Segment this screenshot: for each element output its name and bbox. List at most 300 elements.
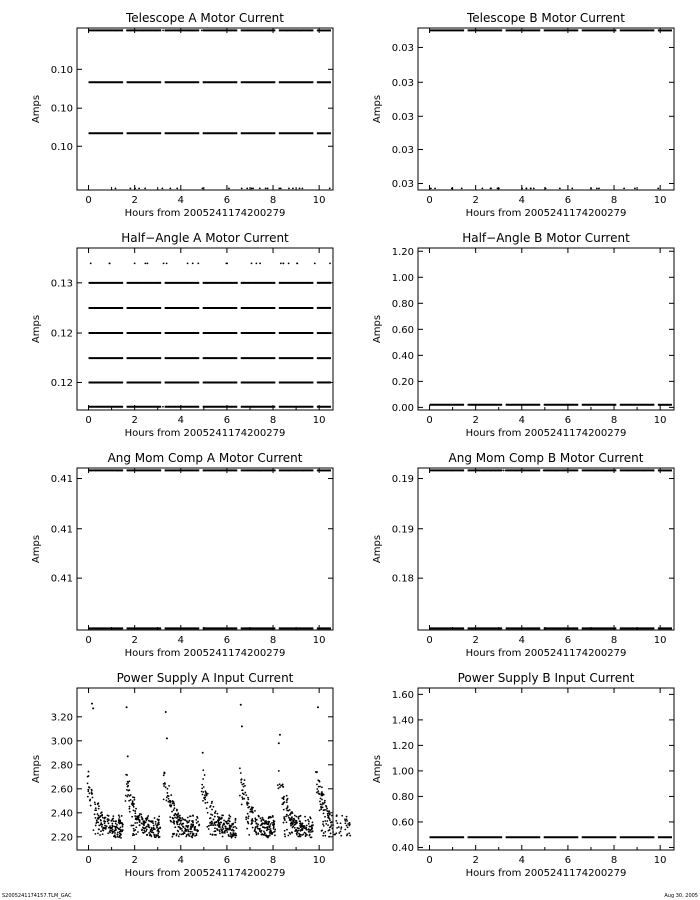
data-point (298, 818, 300, 820)
data-point (180, 817, 182, 819)
data-point (322, 835, 324, 837)
data-point (165, 786, 167, 788)
data-point (251, 187, 253, 189)
x-tick-label: 4 (177, 415, 184, 426)
data-point (163, 773, 165, 775)
data-point (247, 804, 249, 806)
x-tick-label: 0 (426, 635, 433, 646)
data-point (254, 810, 256, 812)
data-point (138, 187, 140, 189)
data-point (176, 821, 178, 823)
data-point (189, 30, 191, 32)
data-point (128, 780, 130, 782)
data-point (118, 470, 120, 472)
data-point (100, 815, 102, 817)
data-point (232, 834, 234, 836)
data-point (307, 819, 309, 821)
data-point (135, 817, 137, 819)
y-tick-label: 0.00 (391, 402, 414, 414)
data-point (319, 282, 321, 284)
data-point (227, 820, 229, 822)
data-point (137, 831, 139, 833)
data-point (111, 824, 113, 826)
data-point (178, 835, 180, 837)
data-point (214, 830, 216, 832)
data-point (254, 817, 256, 819)
data-point (156, 825, 158, 827)
y-tick-label: 0.40 (391, 350, 414, 362)
y-tick-label: 0.41 (50, 573, 73, 585)
data-point (490, 187, 492, 189)
data-point (282, 786, 284, 788)
data-point (259, 829, 261, 831)
data-point (309, 831, 311, 833)
data-point (231, 823, 233, 825)
data-point (213, 282, 215, 284)
data-point (118, 814, 120, 816)
data-point (105, 817, 107, 819)
data-point (246, 406, 248, 408)
data-point (286, 814, 288, 816)
y-axis-label: Amps (372, 534, 383, 564)
data-point (494, 470, 496, 472)
data-point (232, 830, 234, 832)
data-point (190, 823, 192, 825)
data-point (263, 830, 265, 832)
data-point (94, 809, 96, 811)
data-point (240, 779, 242, 781)
data-point (261, 834, 263, 836)
data-point (521, 187, 523, 189)
data-point (288, 817, 290, 819)
data-point (240, 782, 242, 784)
data-point (168, 798, 170, 800)
data-point (102, 833, 104, 835)
data-point (234, 821, 236, 823)
data-point (109, 262, 111, 264)
data-point (217, 820, 219, 822)
data-point (304, 827, 306, 829)
data-point (245, 282, 247, 284)
data-point (152, 820, 154, 822)
data-point (170, 821, 172, 823)
chart-title: Power Supply B Input Current (457, 671, 635, 685)
data-point (147, 262, 149, 264)
x-tick-label: 10 (653, 415, 667, 426)
data-point (222, 826, 224, 828)
data-point (146, 829, 148, 831)
data-point (301, 823, 303, 825)
data-point (94, 801, 96, 803)
data-point (263, 822, 265, 824)
data-point (247, 821, 249, 823)
x-tick-label: 8 (269, 855, 277, 866)
data-point (272, 816, 274, 818)
data-point (197, 821, 199, 823)
data-point (107, 820, 109, 822)
data-point (251, 406, 253, 408)
data-point (126, 30, 128, 32)
data-point (173, 803, 175, 805)
data-point (126, 796, 128, 798)
data-point (286, 801, 288, 803)
y-tick-label: 1.00 (391, 766, 414, 778)
data-point (306, 834, 308, 836)
chart-title: Power Supply A Input Current (116, 671, 294, 685)
data-point (318, 786, 320, 788)
data-point (305, 835, 307, 837)
data-point (158, 823, 160, 825)
data-point (144, 187, 146, 189)
data-point (294, 815, 296, 817)
x-tick-label: 2 (472, 415, 479, 426)
chart-panel-7 (31, 671, 351, 879)
data-point (119, 831, 121, 833)
data-point (282, 803, 284, 805)
x-tick-label: 4 (518, 195, 525, 206)
data-point (243, 798, 245, 800)
data-point (189, 820, 191, 822)
data-point (174, 817, 176, 819)
data-point (283, 809, 285, 811)
data-point (282, 262, 284, 264)
data-point (274, 829, 276, 831)
data-point (246, 828, 248, 830)
data-point (142, 832, 144, 834)
y-axis-label: Amps (31, 754, 42, 784)
data-point (147, 817, 149, 819)
data-point (241, 187, 243, 189)
data-point (146, 819, 148, 821)
data-point (127, 785, 129, 787)
x-tick-label: 6 (223, 855, 231, 866)
x-tick-label: 0 (85, 855, 92, 866)
data-point (302, 470, 304, 472)
y-tick-label: 1.20 (391, 246, 414, 258)
data-point (172, 800, 174, 802)
data-point (122, 824, 124, 826)
data-point (269, 816, 271, 818)
data-point (151, 827, 153, 829)
data-point (311, 828, 313, 830)
data-point (104, 822, 106, 824)
data-point (95, 807, 97, 809)
data-point (146, 834, 148, 836)
data-point (530, 187, 532, 189)
data-point (277, 787, 279, 789)
data-point (102, 830, 104, 832)
data-point (248, 806, 250, 808)
data-point (255, 262, 257, 264)
data-point (119, 835, 121, 837)
data-point (125, 774, 127, 776)
data-point (597, 470, 599, 472)
data-point (158, 282, 160, 284)
data-point (219, 470, 221, 472)
data-point (164, 783, 166, 785)
data-point (247, 797, 249, 799)
data-point (331, 815, 333, 817)
data-point (222, 282, 224, 284)
data-point (235, 819, 237, 821)
data-point (245, 794, 247, 796)
data-point (270, 30, 272, 32)
data-point (257, 282, 259, 284)
x-tick-label: 6 (564, 635, 572, 646)
data-point (201, 791, 203, 793)
outlier-point (126, 706, 128, 708)
data-point (192, 822, 194, 824)
data-point (320, 793, 322, 795)
data-point (286, 799, 288, 801)
data-point (283, 796, 285, 798)
data-point (150, 829, 152, 831)
data-point (310, 30, 312, 32)
data-point (87, 776, 89, 778)
data-point (262, 818, 264, 820)
data-point (114, 835, 116, 837)
data-point (192, 262, 194, 264)
data-point (533, 187, 535, 189)
data-point (134, 187, 136, 189)
data-point (336, 827, 338, 829)
data-point (259, 187, 261, 189)
outlier-point (240, 704, 242, 706)
data-point (296, 827, 298, 829)
data-point (201, 787, 203, 789)
plot-frame (77, 248, 333, 410)
data-point (627, 470, 629, 472)
data-point (216, 813, 218, 815)
data-point (482, 470, 484, 472)
data-point (201, 30, 203, 32)
data-point (254, 821, 256, 823)
data-point (320, 807, 322, 809)
x-tick-label: 8 (269, 415, 277, 426)
chart-panel-2 (372, 11, 674, 219)
data-point (115, 823, 117, 825)
data-point (125, 795, 127, 797)
data-point (130, 794, 132, 796)
data-point (260, 470, 262, 472)
data-point (241, 784, 243, 786)
data-point (264, 832, 266, 834)
data-point (331, 828, 333, 830)
data-point (261, 824, 263, 826)
data-point (286, 829, 288, 831)
data-point (121, 829, 123, 831)
data-point (305, 832, 307, 834)
data-point (318, 792, 320, 794)
data-point (252, 827, 254, 829)
data-point (177, 30, 179, 32)
data-point (177, 813, 179, 815)
data-point (166, 796, 168, 798)
x-axis-label: Hours from 2005241174200279 (124, 648, 286, 659)
data-point (216, 821, 218, 823)
data-point (277, 784, 279, 786)
y-tick-label: 1.00 (391, 272, 414, 284)
data-point (327, 824, 329, 826)
data-point (116, 824, 118, 826)
data-point (210, 814, 212, 816)
data-point (278, 187, 280, 189)
data-point (316, 792, 318, 794)
data-point (98, 828, 100, 830)
data-point (165, 406, 167, 408)
data-point (336, 822, 338, 824)
chart-panel-4 (372, 231, 674, 439)
data-point (244, 792, 246, 794)
data-point (89, 792, 91, 794)
data-point (329, 814, 331, 816)
data-point (257, 30, 259, 32)
data-point (269, 833, 271, 835)
data-point (335, 820, 337, 822)
data-point (623, 187, 625, 189)
data-point (134, 799, 136, 801)
data-point (286, 821, 288, 823)
data-point (214, 823, 216, 825)
x-axis-label: Hours from 2005241174200279 (465, 208, 627, 219)
data-point (311, 824, 313, 826)
data-point (121, 831, 123, 833)
data-point (279, 783, 281, 785)
data-point (120, 837, 122, 839)
y-axis-label: Amps (372, 314, 383, 344)
data-point (129, 187, 131, 189)
x-tick-label: 8 (269, 195, 277, 206)
data-point (218, 822, 220, 824)
data-point (340, 835, 342, 837)
data-point (286, 795, 288, 797)
data-point (202, 800, 204, 802)
data-point (322, 823, 324, 825)
chart-title: Telescope A Motor Current (126, 11, 284, 25)
data-point (301, 828, 303, 830)
data-point (263, 826, 265, 828)
data-point (144, 262, 146, 264)
data-point (176, 833, 178, 835)
data-point (148, 820, 150, 822)
y-tick-label: 0.41 (50, 524, 73, 536)
data-point (108, 815, 110, 817)
data-point (107, 832, 109, 834)
data-point (305, 820, 307, 822)
data-point (217, 30, 219, 32)
data-point (143, 829, 145, 831)
data-point (280, 282, 282, 284)
data-point (87, 790, 89, 792)
data-point (214, 816, 216, 818)
outlier-point (127, 755, 129, 757)
data-point (163, 774, 165, 776)
data-point (122, 826, 124, 828)
data-point (207, 793, 209, 795)
data-point (136, 282, 138, 284)
plot-frame (418, 248, 674, 410)
plot-frame (77, 468, 333, 630)
data-point (228, 834, 230, 836)
data-point (267, 828, 269, 830)
y-tick-label: 0.10 (50, 103, 73, 115)
data-point (218, 826, 220, 828)
x-tick-label: 0 (85, 195, 92, 206)
x-tick-label: 6 (223, 635, 231, 646)
data-point (115, 829, 117, 831)
x-tick-label: 10 (312, 635, 326, 646)
data-point (94, 813, 96, 815)
data-point (202, 769, 204, 771)
data-point (179, 824, 181, 826)
x-tick-label: 6 (564, 195, 572, 206)
data-point (191, 820, 193, 822)
data-point (190, 815, 192, 817)
data-point (202, 778, 204, 780)
data-point (203, 786, 205, 788)
data-point (131, 825, 133, 827)
data-point (226, 831, 228, 833)
data-point (334, 834, 336, 836)
y-tick-label: 2.20 (50, 832, 73, 844)
data-point (280, 187, 282, 189)
data-point (228, 187, 230, 189)
data-point (248, 834, 250, 836)
data-point (310, 818, 312, 820)
data-point (462, 470, 464, 472)
data-point (229, 835, 231, 837)
data-point (208, 825, 210, 827)
data-point (220, 828, 222, 830)
data-point (105, 828, 107, 830)
x-tick-label: 10 (653, 635, 667, 646)
data-point (265, 187, 267, 189)
data-point (142, 30, 144, 32)
data-point (329, 827, 331, 829)
data-point (157, 832, 159, 834)
data-point (272, 832, 274, 834)
data-point (218, 817, 220, 819)
data-point (231, 406, 233, 408)
data-point (98, 805, 100, 807)
data-point (87, 796, 89, 798)
data-point (324, 835, 326, 837)
data-point (185, 830, 187, 832)
data-point (131, 816, 133, 818)
data-point (312, 822, 314, 824)
data-point (291, 824, 293, 826)
data-point (556, 470, 558, 472)
data-point (156, 827, 158, 829)
data-point (247, 823, 249, 825)
data-point (112, 815, 114, 817)
data-point (306, 825, 308, 827)
data-point (165, 30, 167, 32)
data-point (93, 282, 95, 284)
data-point (321, 829, 323, 831)
data-point (244, 406, 246, 408)
data-point (328, 836, 330, 838)
y-tick-label: 1.20 (391, 740, 414, 752)
data-point (282, 282, 284, 284)
data-point (211, 282, 213, 284)
data-point (226, 262, 228, 264)
data-point (340, 828, 342, 830)
data-point (148, 826, 150, 828)
data-point (147, 406, 149, 408)
data-point (208, 828, 210, 830)
data-point (118, 828, 120, 830)
